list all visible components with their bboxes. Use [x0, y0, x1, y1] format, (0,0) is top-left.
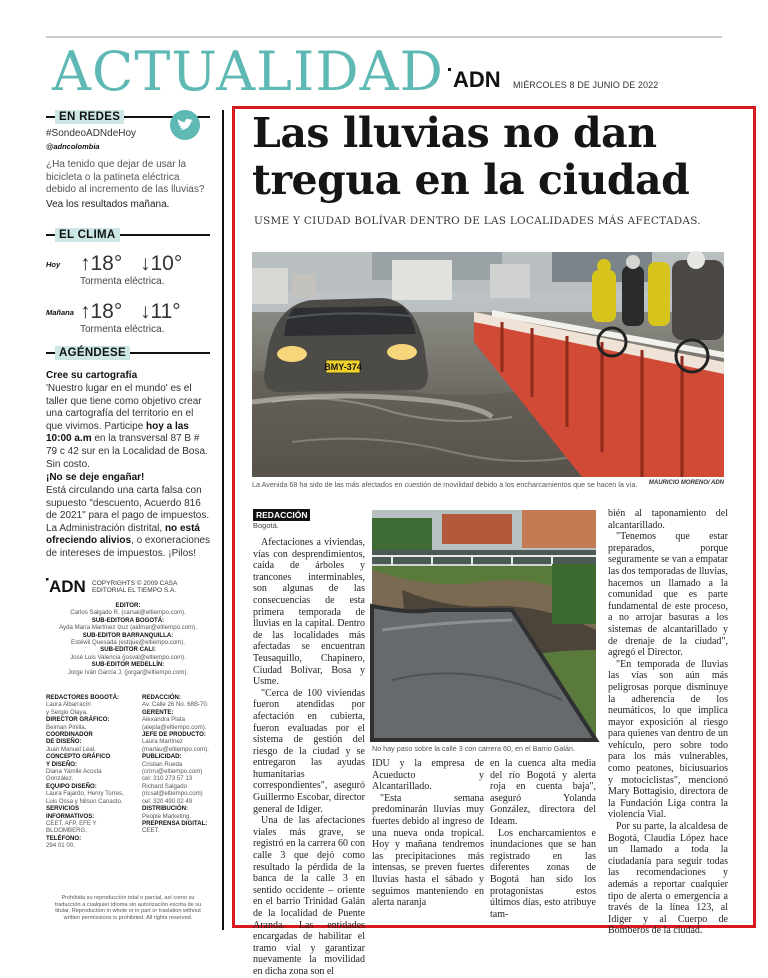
photo2-caption: No hay paso sobre la calle 3 con carrera 60, en el Barrio Galán.	[372, 744, 575, 753]
credits-right: REDACCIÓN: Av. Calle 26 No. 68B-70. GERENTE: Alexandra Plata (alepla@eltiempo.com). JEFE DE PRODUCTO: Laura Martínez (marlau@eltiempo.com). PUBLICIDAD: Cristian Rueda (crirru@eltiempo.com) cel: 310 273 57 13 Richard Salgado (ricsal@eltiempo.com) cel: 320 490 02 49 DISTRIBUCIÓN: People Marketing. PREPRENSA DIGITAL: CEET.	[142, 694, 209, 835]
weather-day-today: Hoy	[46, 260, 61, 269]
article-paragraph: Afectaciones a viviendas, vías con desprendimientos, caída de árboles y trancones interminables, son algunas de las consecuencias de esta primera temporada de lluvias en la capital. Dentro de las localidades más afectadas se encuentran Teusaquillo, Chapinero, Ciudad Bolívar, Bosa y Usme.	[253, 537, 365, 688]
article-paragraph: "Esta semana predominarán lluvias muy fuertes debido al ingreso de una nueva onda tropical. Hoy y mañana tendremos las precipitaciones más intensas, se preven fuertes lluvias hasta el sábado y seguimos manteniendo en alerta naranja	[372, 792, 484, 909]
svg-text:ADN: ADN	[49, 577, 86, 596]
photo1-credit: MAURICIO MORENO/ ADN	[648, 480, 724, 486]
article-paragraph: "Tenemos que estar preparados, porque seguramente se van a empatar las dos temporadas de lluvias, hacemos un llamado a la comunidad que es parte fundamental de este proceso, a no arrojar basuras a los sistemas de alcantarillado y de drenaje de la ciudad", agregó el Director.	[608, 531, 728, 659]
copyright: COPYRIGHTS © 2009 CASA EDITORIAL EL TIEMPO S.A.	[92, 580, 177, 595]
issue-date: MIÉRCOLES 8 DE JUNIO DE 2022	[513, 80, 659, 90]
article-column-2	[372, 758, 484, 920]
adn-logo-small	[46, 576, 86, 594]
editor-entry: SUB-EDITOR BARRANQUILLA: Estéwil Quesada (estque@eltiempo.com).	[71, 631, 185, 647]
event-body-cartografia: 'Nuestro lugar en el mundo' es el taller que tiene como objetivo crear una cartografía del territorio en el que vivimos. Participe hoy a las 10:00 a.m en la transversal 87 B # 79 c 42 sur en la Localidad de Bosa. Sin costo.	[46, 383, 208, 470]
article-paragraph: bién al taponamiento del alcantarillado.	[608, 508, 728, 531]
article-paragraph: Una de las afectaciones viales más grave, se registró en la carrera 60 con calle 3 que dejó como resultado la pérdida de la banca de la calle 3 en sentido occidente – oriente en el barrio Trinidad Galán de la localidad de Puente Aranda. Las entidades encargadas de habilitar el tramo vial y garantizar nuevamente la movilidad en dicha zona son el	[253, 815, 365, 977]
collapsed-road-photo	[372, 510, 596, 740]
column-separator	[222, 110, 224, 930]
twitter-handle: @adncolombia	[46, 142, 100, 151]
article-paragraph: Por su parte, la alcaldesa de Bogotá, Claudia López hace un llamado a toda la ciudadanía para seguir todas las recomendaciones y además a reportar cualquier tipo de alerta o emergencia a través de la línea 123, al Idiger y al Cuerpo de Bomberos de la ciudad.	[608, 821, 728, 937]
en-redes-header: EN REDES	[46, 110, 210, 124]
temp-low-tomorrow: ↓11°	[140, 300, 181, 323]
event-title-cartografia: Cree su cartografía	[46, 370, 138, 381]
headline: Las lluvias no dan tregua en la ciudad	[252, 109, 690, 204]
editor-entry: SUB-EDITOR MEDELLÍN: Jorge Iván García J. (jorgar@eltiempo.com).	[67, 661, 189, 676]
editor-entry: SUB-EDITOR CALI: José Luis Valencia (josval@eltiempo.com).	[70, 646, 186, 661]
section-title: ACTUALIDAD	[52, 40, 444, 103]
sidebar	[46, 108, 210, 928]
credits-left: REDACTORES BOGOTÁ: Laura Albarracín y Sergio Olaya. DIRECTOR GRÁFICO: Beiman Pinilla. COORDINADOR DE DISEÑO: Juan Manuel Leal. CONCEPTO GRÁFICO Y DISEÑO: Diana Yamile Acosta González. EQUIPO DISEÑO: Laura Fajardo, Henry Torres, Luis Ossa y Nilson Canasto. SERVICIOS INFORMATIVOS: CEET, AFP, EFE Y BLOOMBERG. TELÉFONO: 294 01 00.	[46, 694, 124, 850]
temp-high-today: ↑18°	[80, 252, 123, 275]
article-paragraph: IDU y la empresa de Acueducto y Alcantarillado.	[372, 758, 484, 793]
flooded-avenue-photo	[252, 252, 724, 477]
article-column-4	[608, 508, 728, 937]
article-paragraph: Los encharcamientos e inundaciones que se han registrado en las diferentes zonas de Bogotá han sido los protagonistas estos últimos días, esto atribuye tam-	[490, 827, 596, 920]
alert-body: Está circulando una carta falsa con supuesto "descuento, Acuerdo 816 de 2021" para el pago de impuestos. La Administración distrital, no está ofreciendo alivios, o exoneraciones de intereses de impuestos. ¡Pilos!	[46, 485, 210, 559]
editor-entry: SUB-EDITORA BOGOTÁ: Ayda María Martínez Izuz (aidmar@eltiempo.com).	[59, 616, 197, 632]
temp-high-tomorrow: ↑18°	[80, 300, 123, 323]
weather-desc-today: Tormenta eléctrica.	[80, 276, 165, 287]
disclaimer: Prohibida su reproducción total o parcial, así como su traducción a cualquier idioma sin autorización escrita de su titular. Reproduction in whole or in part or traslation without written permissions is prohibited. All rights reserved.	[54, 895, 202, 921]
article-column-3	[490, 758, 596, 920]
top-rule	[46, 36, 722, 38]
article-column-1	[253, 537, 365, 977]
hashtag: #SondeoADNdeHoy	[46, 128, 137, 139]
temp-low-today: ↓10°	[140, 252, 183, 275]
dateline-place: Bogotá.	[253, 521, 279, 530]
alert-title: ¡No se deje engañar!	[46, 472, 145, 483]
article-paragraph: "Cerca de 100 viviendas fueron atendidas por afectación en cubierta, fueron evaluadas por el sistema de gestión del riesgo de la ciudad y se entregaron las ayudas humanitarias correspondientes", aseguró Guillermo Escobar, director general de Idiger.	[253, 687, 365, 815]
photo1-caption: La Avenida 68 ha sido de las más afectados en cuestión de movilidad debido a los encharcamientos que se hacen la vía. MAURICIO MORENO/ ADN	[252, 480, 724, 489]
twitter-bird-icon	[170, 110, 200, 140]
weather-day-tomorrow: Mañana	[46, 308, 74, 317]
section-tag: REDACCIÓN	[253, 509, 310, 521]
editor-entry: EDITOR: Carlos Salgado R. (carsal@eltiempo.com).	[70, 602, 186, 617]
weather-desc-tomorrow: Tormenta eléctrica.	[80, 324, 165, 335]
poll-question: ¿Ha tenido que dejar de usar la bicicleta o la patineta eléctrica debido al incremento de las lluvias?	[46, 159, 205, 196]
editors-list	[46, 602, 210, 676]
article-paragraph: en la cuenca alta media del río Bogotá y alerta roja en cuenta baja", aseguró Yolanda González, directora del Ideam.	[490, 758, 596, 827]
poll-result: Vea los resultados mañana.	[46, 199, 170, 210]
svg-text:BMY-374: BMY-374	[324, 362, 362, 372]
svg-text:ADN: ADN	[453, 67, 501, 92]
clima-header: EL CLIMA	[46, 228, 210, 242]
adn-logo	[448, 66, 504, 90]
subheadline: USME Y CIUDAD BOLÍVAR DENTRO DE LAS LOCALIDADES MÁS AFECTADAS.	[254, 215, 701, 227]
agendese-header: AGÉNDESE	[46, 346, 210, 360]
article-paragraph: "En temporada de lluvias las vías son aún más peligrosas porque disminuye la adherencia de los neumáticos, lo que implica mayor exposición al riesgo para quienes van dentro de un vehículo, pero sobre todo para los más vulnerables, como peatones, biciusuarios y motociclistas", mencionó Mary Bottagisio, directora de la Fundación Liga contra la violencia Vial.	[608, 658, 728, 821]
